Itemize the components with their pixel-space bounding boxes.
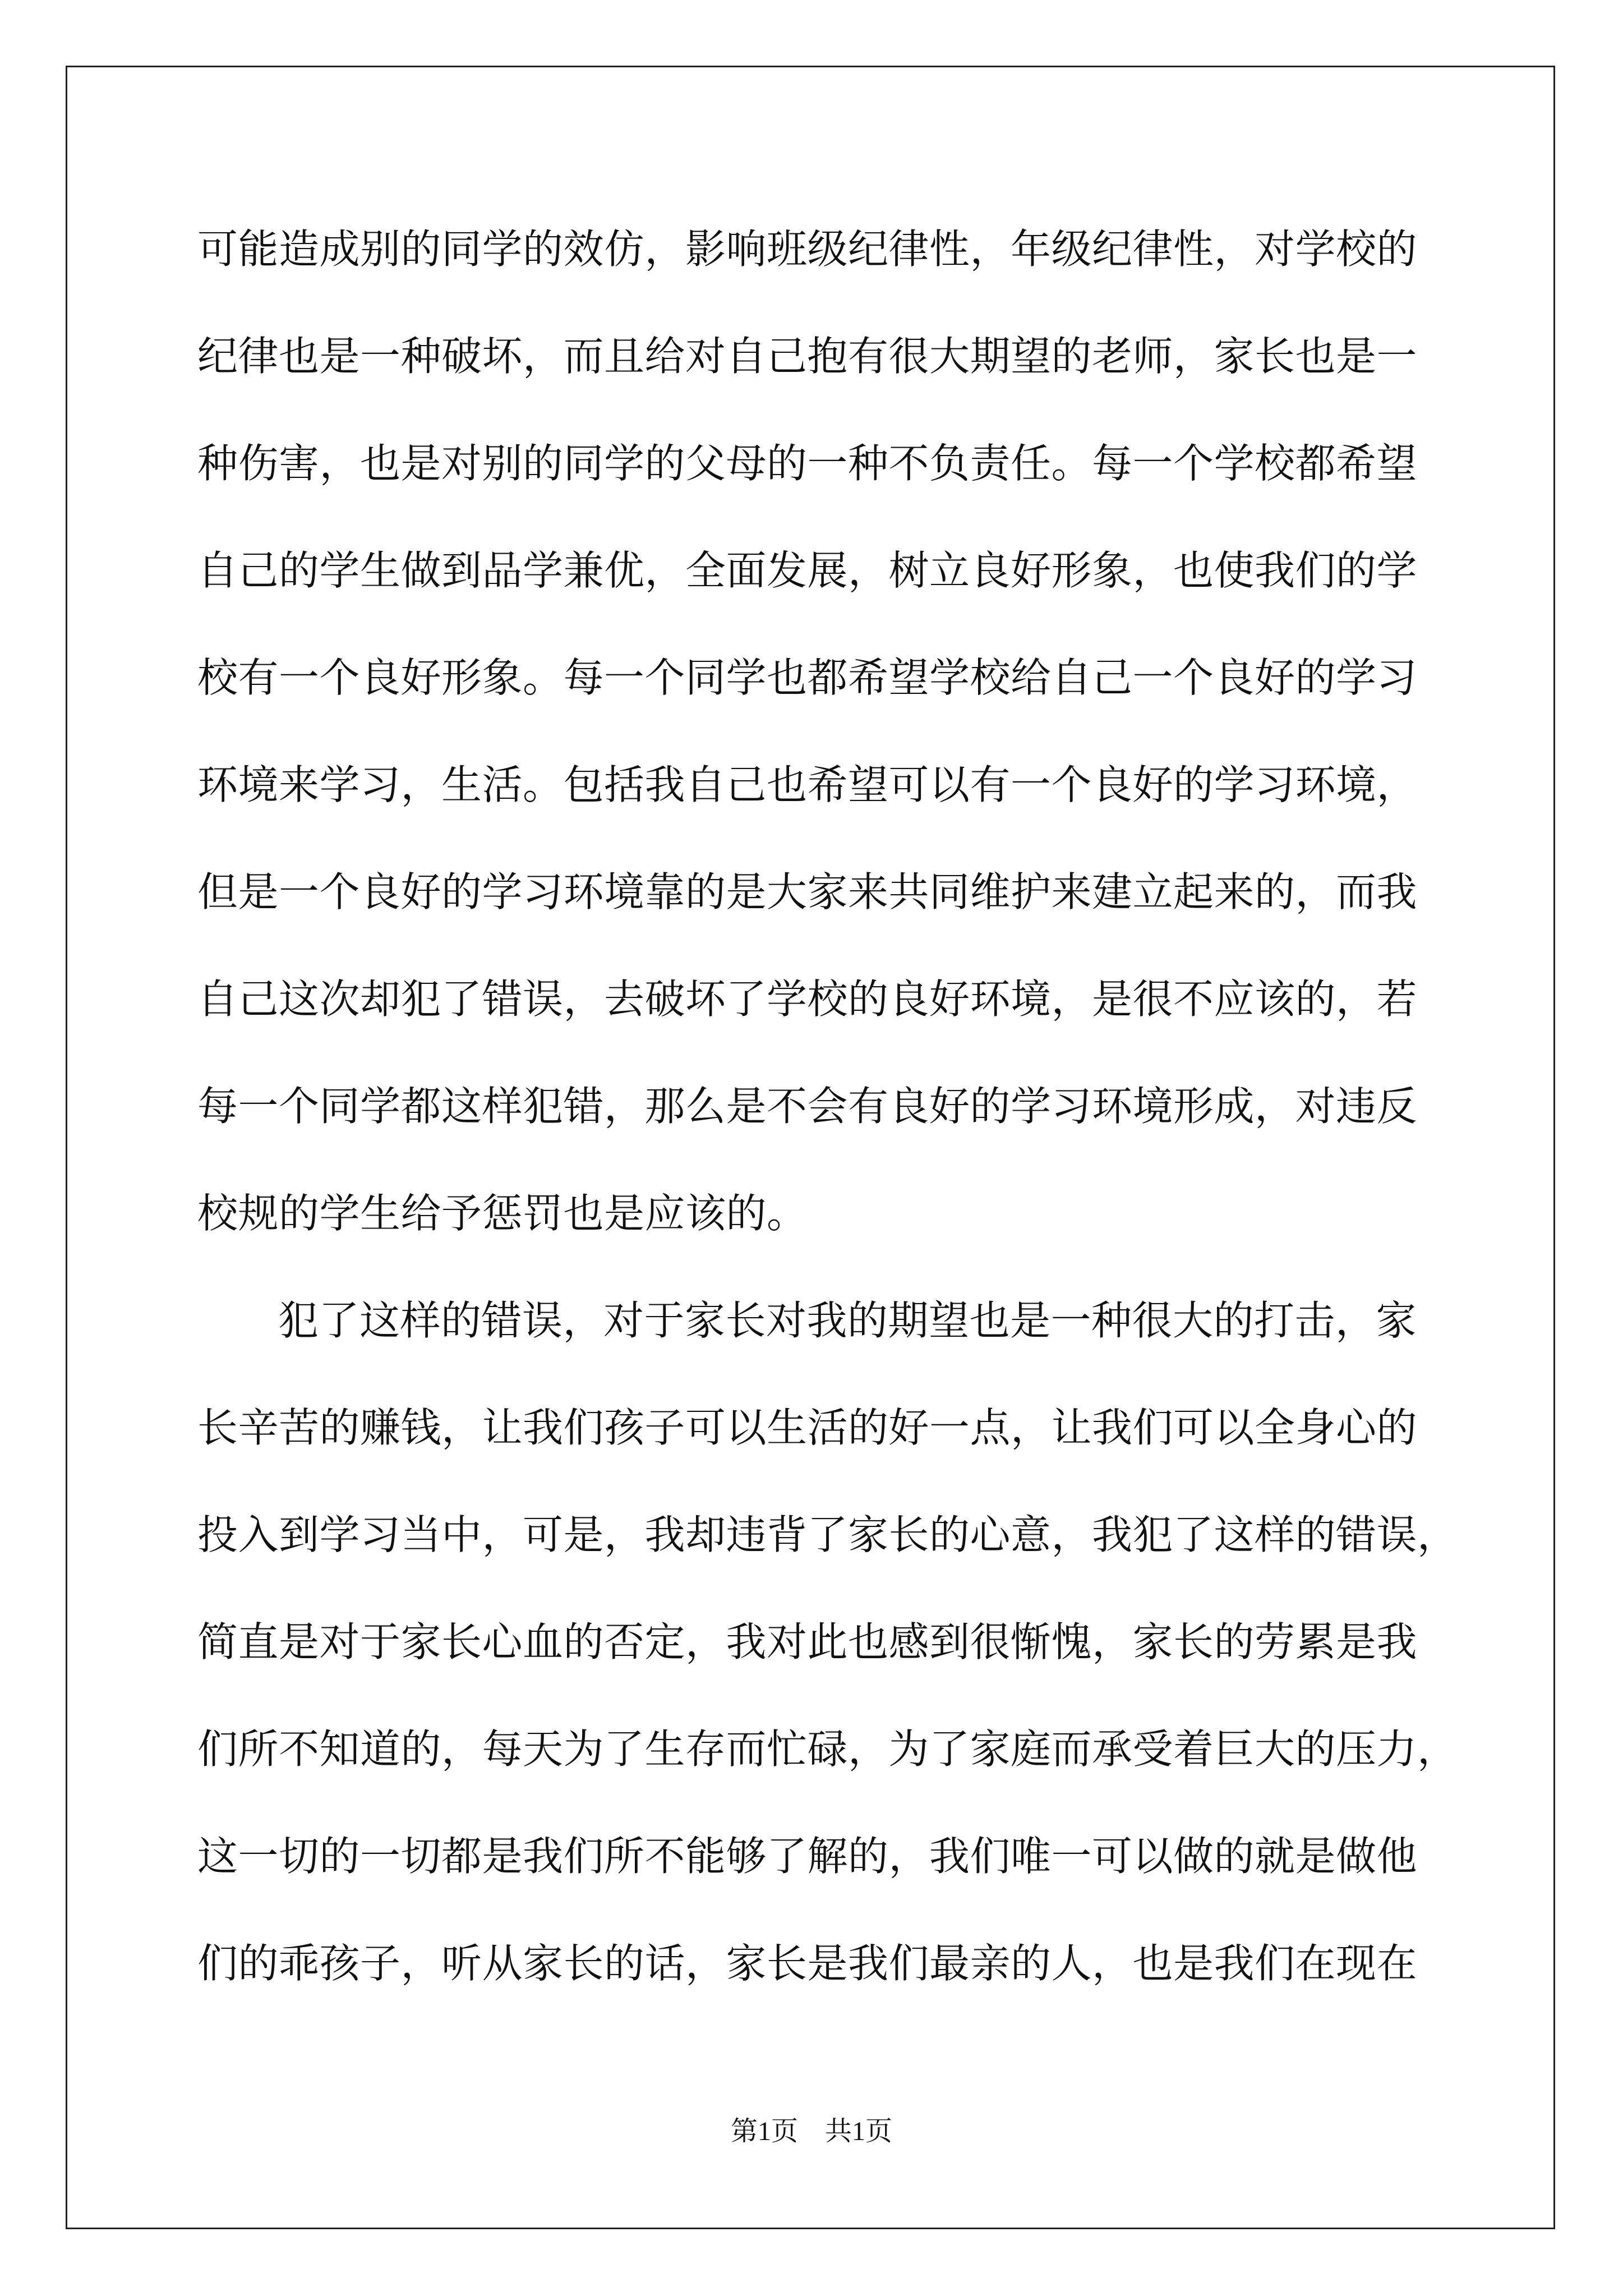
text-line: 自己的学生做到品学兼优，全面发展，树立良好形象，也使我们的学 xyxy=(197,547,1418,594)
text-line: 长辛苦的赚钱，让我们孩子可以生活的好一点，让我们可以全身心的 xyxy=(197,1404,1418,1451)
text-line: 们所不知道的，每天为了生存而忙碌，为了家庭而承受着巨大的压力， xyxy=(197,1726,1458,1773)
page-number-footer: 第1页 共1页 xyxy=(730,2116,892,2146)
text-line: 环境来学习，生活。包括我自己也希望可以有一个良好的学习环境， xyxy=(197,761,1418,808)
text-line: 每一个同学都这样犯错，那么是不会有良好的学习环境形成，对违反 xyxy=(197,1083,1418,1130)
text-line: 简直是对于家长心血的否定，我对此也感到很惭愧，家长的劳累是我 xyxy=(197,1618,1418,1665)
text-line: 校有一个良好形象。每一个同学也都希望学校给自己一个良好的学习 xyxy=(197,654,1418,701)
text-line: 纪律也是一种破坏，而且给对自己抱有很大期望的老师，家长也是一 xyxy=(197,333,1418,380)
text-line: 但是一个良好的学习环境靠的是大家来共同维护来建立起来的，而我 xyxy=(197,868,1418,915)
text-line: 投入到学习当中，可是，我却违背了家长的心意，我犯了这样的错误， xyxy=(197,1511,1458,1558)
document-body xyxy=(197,215,1458,2037)
text-line: 可能造成别的同学的效仿，影响班级纪律性，年级纪律性，对学校的 xyxy=(197,226,1418,273)
text-line: 种伤害，也是对别的同学的父母的一种不负责任。每一个学校都希望 xyxy=(197,440,1418,487)
text-line: 自己这次却犯了错误，去破坏了学校的良好环境，是很不应该的，若 xyxy=(197,976,1418,1023)
text-line: 这一切的一切都是我们所不能够了解的，我们唯一可以做的就是做他 xyxy=(197,1833,1418,1880)
text-line: 们的乖孩子，听从家长的话，家长是我们最亲的人，也是我们在现在 xyxy=(197,1940,1418,1987)
paragraph-first-line: 犯了这样的错误，对于家长对我的期望也是一种很大的打击，家 xyxy=(278,1297,1417,1344)
text-line: 校规的学生给予惩罚也是应该的。 xyxy=(197,1190,808,1237)
